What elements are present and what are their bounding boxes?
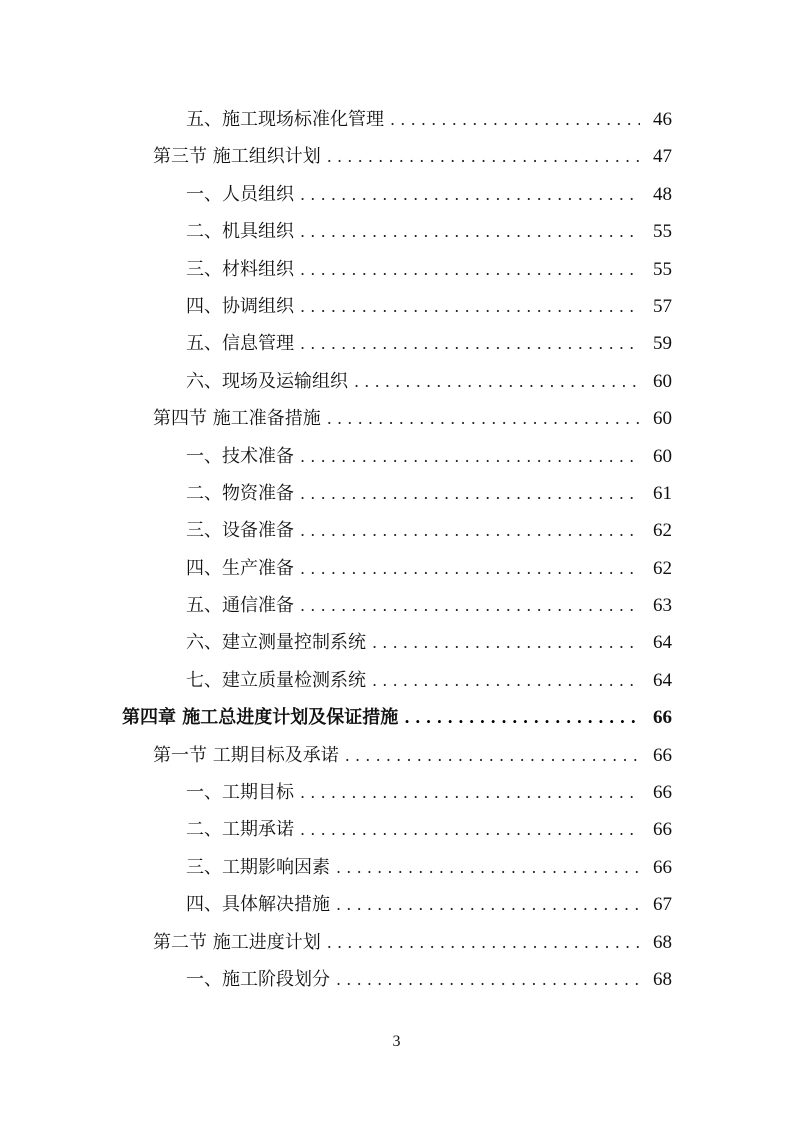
toc-entry-title: 六、现场及运输组织	[186, 370, 348, 392]
toc-dot-leader	[354, 363, 640, 400]
toc-dot-leader	[300, 176, 640, 213]
toc-entry-title: 三、工期影响因素	[186, 856, 330, 878]
toc-entry-page-number: 48	[653, 183, 672, 205]
toc-dot-leader	[327, 138, 640, 175]
toc-entry-page-number: 55	[653, 221, 672, 243]
toc-entry-item[interactable]	[0, 587, 793, 624]
toc-entry-page-number: 60	[653, 408, 672, 430]
toc-entry-section[interactable]	[0, 400, 793, 437]
toc-entry-title: 第四节 施工准备措施	[153, 408, 321, 430]
toc-entry-title: 六、建立测量控制系统	[186, 632, 366, 654]
toc-entry-title: 三、材料组织	[186, 258, 294, 280]
toc-dot-leader	[336, 886, 640, 923]
toc-entry-item[interactable]	[0, 438, 793, 475]
toc-entry-title: 第二节 施工进度计划	[153, 931, 321, 953]
toc-dot-leader	[300, 512, 640, 549]
toc-dot-leader	[390, 101, 640, 138]
toc-entry-title: 四、生产准备	[186, 557, 294, 579]
toc-entry-item[interactable]	[0, 624, 793, 661]
toc-entry-page-number: 60	[653, 370, 672, 392]
toc-entry-item[interactable]	[0, 550, 793, 587]
toc-entry-page-number: 67	[653, 894, 672, 916]
toc-entry-page-number: 60	[653, 445, 672, 467]
toc-entry-title: 第四章 施工总进度计划及保证措施	[122, 707, 399, 729]
toc-entry-section[interactable]	[0, 138, 793, 175]
toc-dot-leader	[300, 811, 640, 848]
toc-dot-leader	[300, 288, 640, 325]
toc-entry-page-number: 55	[653, 258, 672, 280]
toc-entry-page-number: 66	[653, 819, 672, 841]
toc-entry-title: 五、施工现场标准化管理	[186, 109, 384, 130]
toc-entry-title: 一、施工阶段划分	[186, 968, 330, 990]
toc-entry-page-number: 46	[653, 109, 672, 130]
toc-dot-leader	[327, 400, 640, 437]
toc-entry-title: 四、具体解决措施	[186, 894, 330, 916]
toc-entry-item[interactable]	[0, 101, 793, 138]
toc-dot-leader	[336, 961, 640, 998]
toc-entry-page-number: 64	[653, 669, 672, 691]
toc-entry-section[interactable]	[0, 924, 793, 961]
toc-entry-item[interactable]	[0, 176, 793, 213]
toc-entry-title: 二、机具组织	[186, 221, 294, 243]
toc-entry-item[interactable]	[0, 886, 793, 923]
toc-dot-leader	[404, 699, 640, 736]
toc-dot-leader	[372, 624, 640, 661]
toc-entry-item[interactable]	[0, 811, 793, 848]
toc-entry-page-number: 62	[653, 520, 672, 542]
toc-dot-leader	[327, 924, 640, 961]
toc-entry-page-number: 64	[653, 632, 672, 654]
toc-dot-leader	[300, 213, 640, 250]
toc-entry-item[interactable]	[0, 849, 793, 886]
toc-entry-page-number: 66	[653, 744, 672, 766]
toc-entry-item[interactable]	[0, 774, 793, 811]
toc-entry-item[interactable]	[0, 213, 793, 250]
toc-entry-page-number: 59	[653, 333, 672, 355]
toc-entry-page-number: 63	[653, 595, 672, 617]
toc-entry-title: 五、信息管理	[186, 333, 294, 355]
toc-entry-title: 一、技术准备	[186, 445, 294, 467]
toc-entry-page-number: 62	[653, 557, 672, 579]
toc-dot-leader	[300, 587, 640, 624]
toc-entry-title: 三、设备准备	[186, 520, 294, 542]
toc-entry-item[interactable]	[0, 251, 793, 288]
toc-entry-page-number: 57	[653, 295, 672, 317]
page-number: 3	[392, 1033, 401, 1050]
toc-entry-page-number: 66	[653, 707, 672, 729]
table-of-contents	[0, 101, 793, 998]
toc-entry-title: 一、工期目标	[186, 782, 294, 804]
toc-dot-leader	[372, 662, 640, 699]
toc-entry-item[interactable]	[0, 475, 793, 512]
toc-entry-title: 第三节 施工组织计划	[153, 146, 321, 168]
toc-dot-leader	[300, 774, 640, 811]
toc-entry-item[interactable]	[0, 325, 793, 362]
toc-entry-title: 第一节 工期目标及承诺	[153, 744, 339, 766]
toc-dot-leader	[300, 438, 640, 475]
toc-entry-section[interactable]	[0, 737, 793, 774]
toc-entry-chapter[interactable]	[0, 699, 793, 736]
toc-dot-leader	[300, 550, 640, 587]
toc-entry-title: 二、工期承诺	[186, 819, 294, 841]
toc-entry-title: 二、物资准备	[186, 482, 294, 504]
toc-entry-item[interactable]	[0, 961, 793, 998]
toc-entry-item[interactable]	[0, 288, 793, 325]
toc-dot-leader	[300, 325, 640, 362]
toc-entry-page-number: 68	[653, 968, 672, 990]
toc-dot-leader	[336, 849, 640, 886]
toc-dot-leader	[345, 737, 640, 774]
toc-entry-item[interactable]	[0, 512, 793, 549]
toc-entry-item[interactable]	[0, 363, 793, 400]
toc-entry-item[interactable]	[0, 662, 793, 699]
toc-entry-title: 一、人员组织	[186, 183, 294, 205]
toc-entry-page-number: 68	[653, 931, 672, 953]
toc-entry-page-number: 66	[653, 856, 672, 878]
toc-dot-leader	[300, 251, 640, 288]
toc-entry-title: 四、协调组织	[186, 295, 294, 317]
toc-entry-page-number: 47	[653, 146, 672, 168]
toc-entry-title: 七、建立质量检测系统	[186, 669, 366, 691]
toc-entry-title: 五、通信准备	[186, 595, 294, 617]
toc-entry-page-number: 61	[653, 482, 672, 504]
toc-entry-page-number: 66	[653, 782, 672, 804]
toc-dot-leader	[300, 475, 640, 512]
